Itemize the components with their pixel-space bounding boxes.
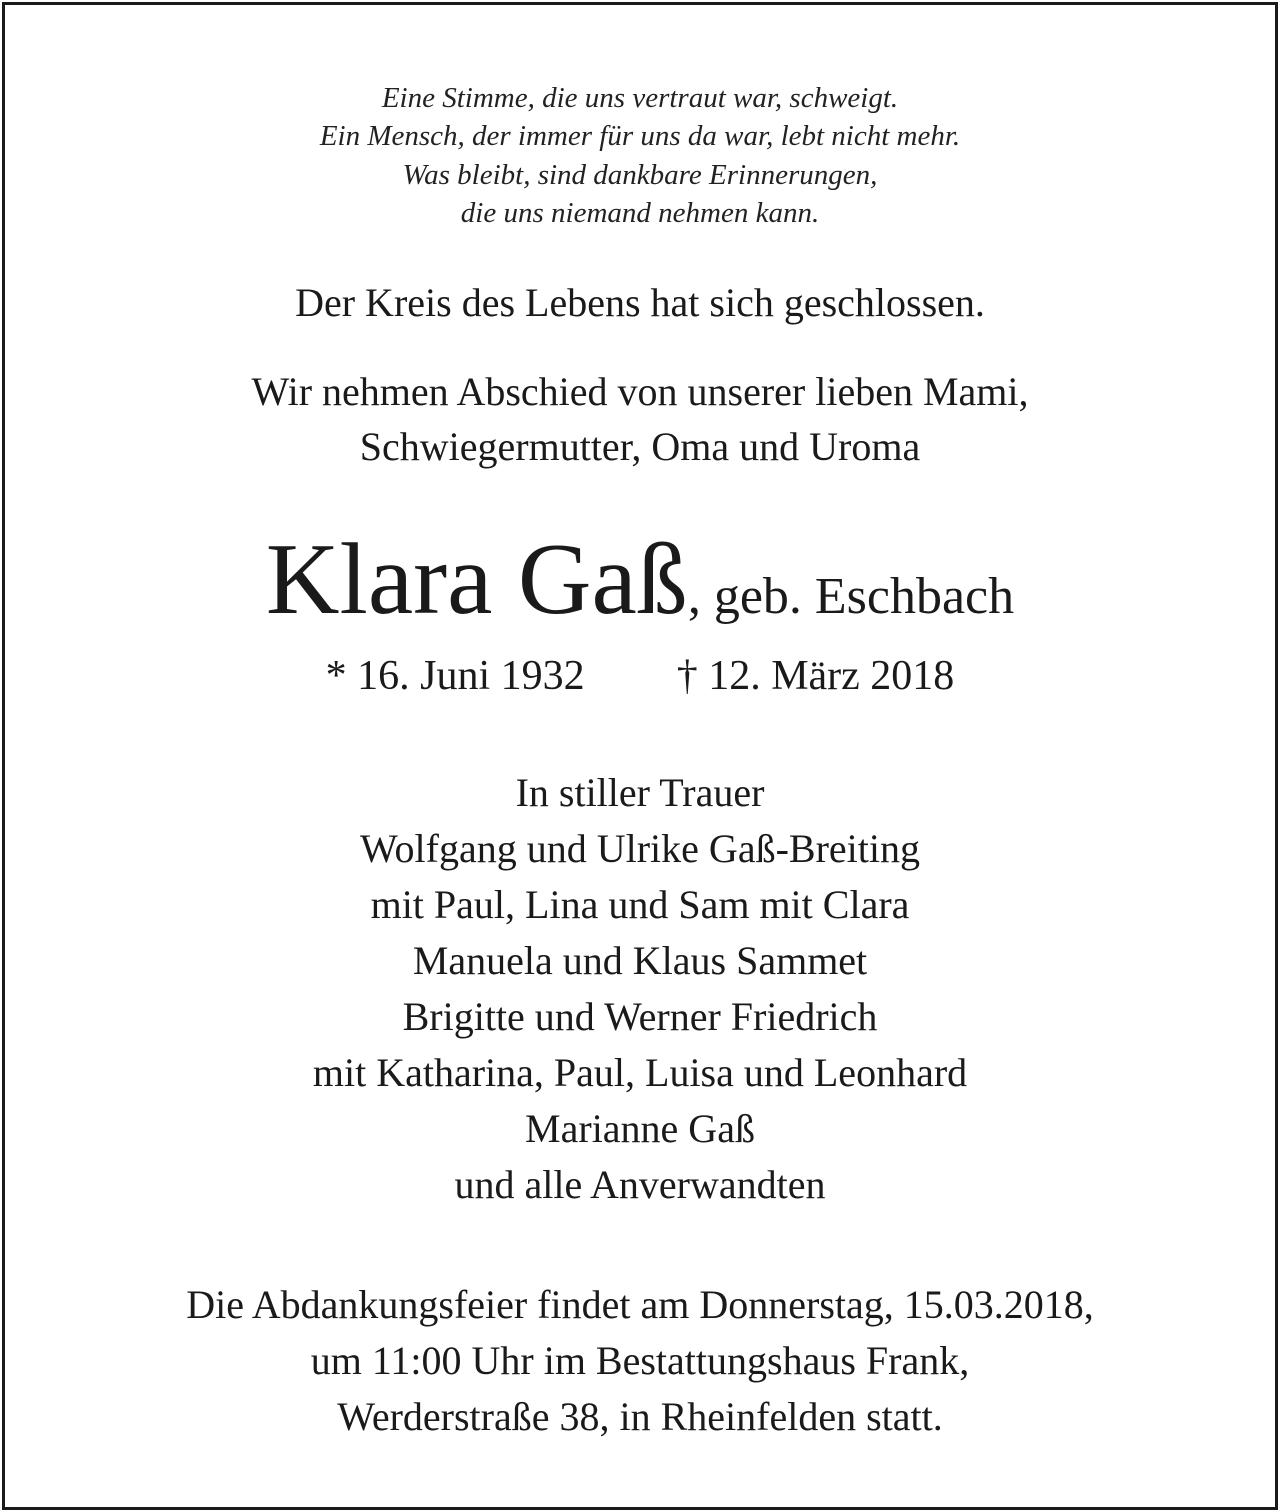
mourner-line: mit Katharina, Paul, Luisa und Leonhard <box>312 1050 968 1095</box>
mourner-line: und alle Anverwandten <box>454 1162 826 1207</box>
life-dates <box>5 648 1275 704</box>
mourner-line: In stiller Trauer <box>515 770 765 815</box>
ceremony-line: Werderstraße 38, in Rheinfelden statt. <box>337 1394 943 1439</box>
mourner-line: Marianne Gaß <box>525 1106 755 1151</box>
birth-date: * 16. Juni 1932 <box>325 653 585 699</box>
deceased-name: Klara Gaß <box>265 523 688 636</box>
deceased-birth-name: , geb. Eschbach <box>687 568 1015 625</box>
mourner-line: Wolfgang und Ulrike Gaß-Breiting <box>360 826 920 871</box>
ceremony-line: um 11:00 Uhr im Bestattungshaus Frank, <box>310 1338 970 1383</box>
mourner-line: Manuela und Klaus Sammet <box>412 938 868 983</box>
intro-line: Der Kreis des Lebens hat sich geschlossen. <box>295 280 985 325</box>
obituary-notice <box>2 2 1278 1510</box>
deceased-name-line <box>5 525 1275 652</box>
death-date: † 12. März 2018 <box>676 653 955 699</box>
mourner-line: mit Paul, Lina und Sam mit Clara <box>370 882 910 927</box>
farewell-line: Schwiegermutter, Oma und Uroma <box>359 424 921 469</box>
motto-line: Was bleibt, sind dankbare Erinnerungen, <box>402 159 878 191</box>
motto-line: die uns niemand nehmen kann. <box>460 197 820 229</box>
mourner-line: Brigitte und Werner Friedrich <box>402 994 878 1039</box>
farewell-line: Wir nehmen Abschied von unserer lieben Mami, <box>251 369 1029 414</box>
motto-line: Ein Mensch, der immer für uns da war, lebt nicht mehr. <box>319 120 961 152</box>
motto-line: Eine Stimme, die uns vertraut war, schweigt. <box>381 82 899 114</box>
ceremony-line: Die Abdankungsfeier findet am Donnerstag, 15.03.2018, <box>186 1282 1094 1327</box>
